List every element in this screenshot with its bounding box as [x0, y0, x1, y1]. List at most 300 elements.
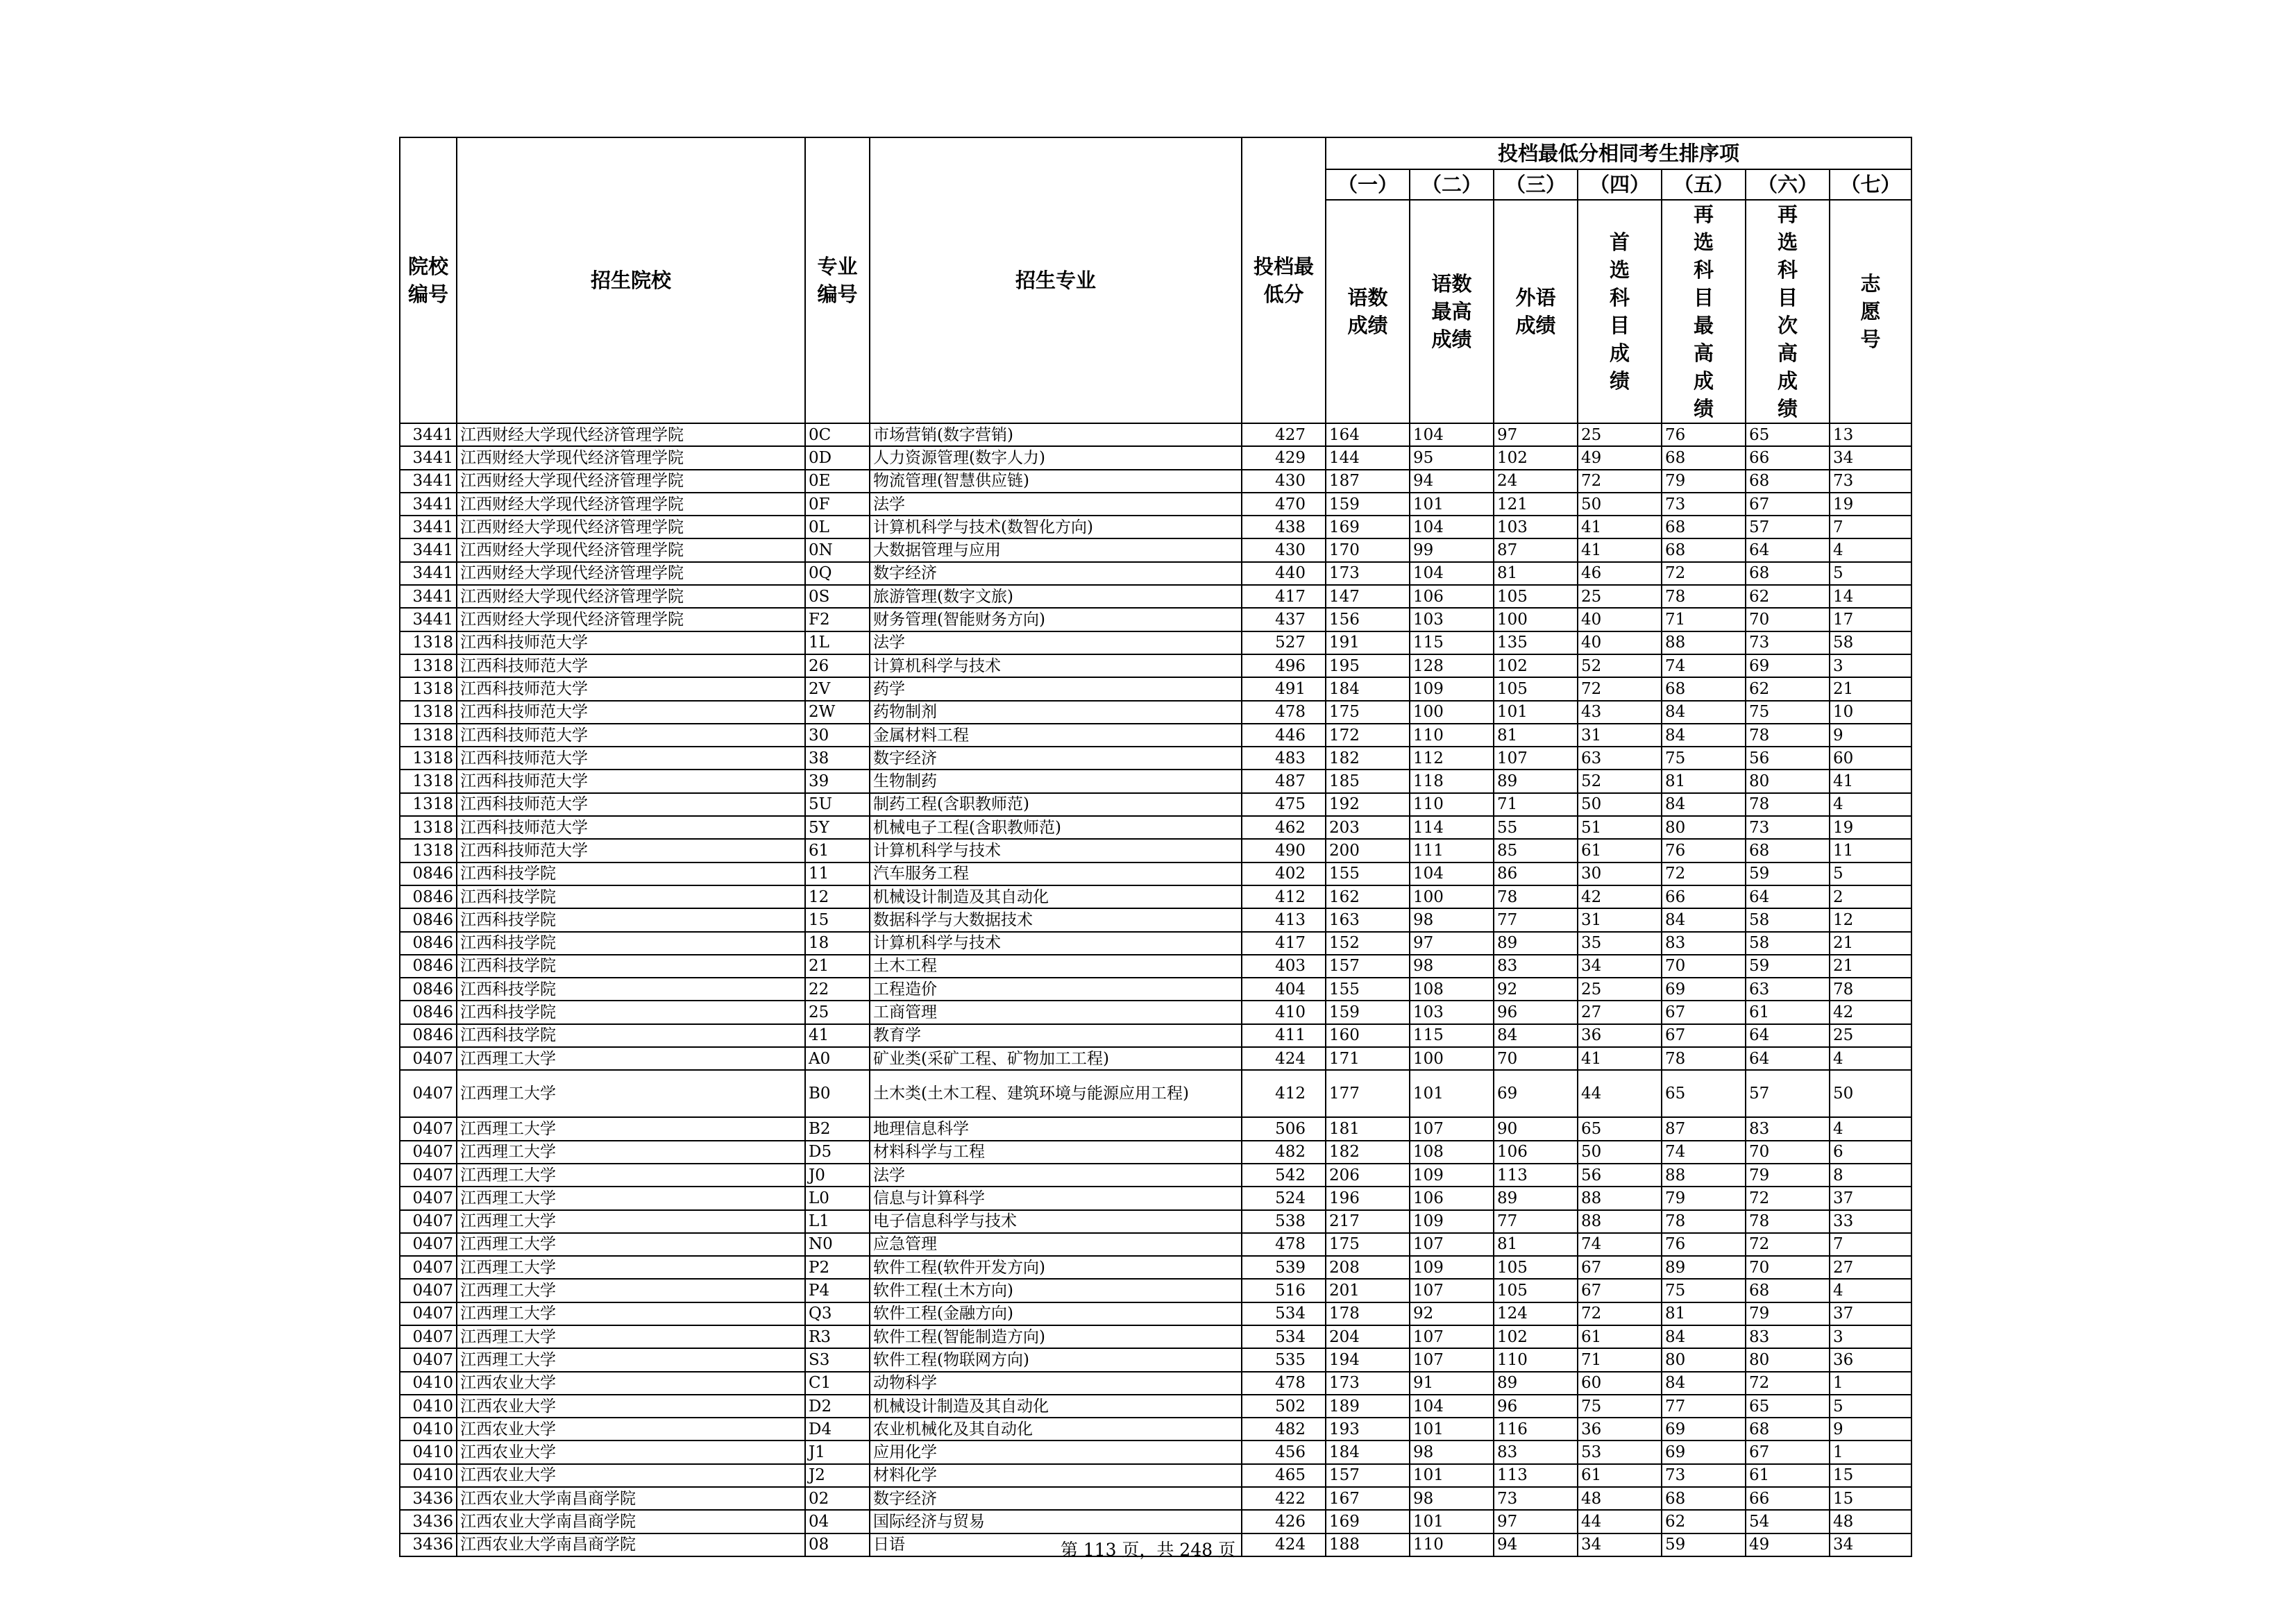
cell-min-score: 424	[1242, 1047, 1326, 1070]
cell-major-name: 软件工程(土木方向)	[870, 1279, 1242, 1302]
cell-preference-no: 25	[1830, 1024, 1911, 1047]
cell-chinese-math: 217	[1326, 1210, 1410, 1233]
cell-chinese-math-max: 101	[1410, 1510, 1494, 1533]
cell-min-score: 410	[1242, 1001, 1326, 1023]
cell-first-subject: 61	[1578, 1464, 1662, 1487]
cell-major-code: B0	[805, 1070, 870, 1117]
cell-school-name: 江西理工大学	[457, 1302, 805, 1325]
cell-major-code: P2	[805, 1256, 870, 1279]
cell-school-name: 江西科技师范大学	[457, 839, 805, 862]
cell-foreign-language: 106	[1494, 1141, 1578, 1164]
cell-major-name: 计算机科学与技术(数智化方向)	[870, 516, 1242, 538]
cell-chinese-math: 195	[1326, 654, 1410, 677]
cell-chinese-math: 147	[1326, 585, 1410, 608]
cell-chinese-math-max: 107	[1410, 1233, 1494, 1256]
cell-elective-max: 78	[1662, 1047, 1746, 1070]
cell-major-code: L0	[805, 1187, 870, 1209]
cell-min-score: 440	[1242, 562, 1326, 585]
cell-elective-max: 84	[1662, 701, 1746, 724]
table-row	[400, 1302, 1911, 1325]
cell-major-code: 0L	[805, 516, 870, 538]
cell-chinese-math-max: 109	[1410, 677, 1494, 700]
cell-min-score: 483	[1242, 747, 1326, 770]
cell-chinese-math: 167	[1326, 1487, 1410, 1510]
cell-elective-max: 69	[1662, 978, 1746, 1001]
cell-min-score: 422	[1242, 1487, 1326, 1510]
cell-first-subject: 74	[1578, 1233, 1662, 1256]
cell-elective-max: 68	[1662, 538, 1746, 561]
cell-chinese-math: 157	[1326, 1464, 1410, 1487]
header-tiebreak-group: 投档最低分相同考生排序项	[1326, 137, 1911, 169]
cell-elective-second: 83	[1746, 1117, 1830, 1140]
cell-min-score: 539	[1242, 1256, 1326, 1279]
cell-min-score: 412	[1242, 1070, 1326, 1117]
table-row	[400, 493, 1911, 516]
table-row	[400, 839, 1911, 862]
table-row	[400, 908, 1911, 931]
cell-min-score: 502	[1242, 1395, 1326, 1418]
cell-major-code: 22	[805, 978, 870, 1001]
cell-chinese-math: 177	[1326, 1070, 1410, 1117]
cell-chinese-math: 194	[1326, 1348, 1410, 1371]
cell-chinese-math-max: 100	[1410, 1047, 1494, 1070]
cell-preference-no: 15	[1830, 1464, 1911, 1487]
header-order-1: （一）	[1326, 169, 1410, 200]
cell-major-name: 数字经济	[870, 1487, 1242, 1510]
cell-major-name: 物流管理(智慧供应链)	[870, 470, 1242, 493]
table-row	[400, 1441, 1911, 1463]
cell-chinese-math: 208	[1326, 1256, 1410, 1279]
cell-school-code: 1318	[400, 770, 457, 792]
cell-foreign-language: 69	[1494, 1070, 1578, 1117]
cell-elective-second: 68	[1746, 1418, 1830, 1441]
cell-chinese-math: 189	[1326, 1395, 1410, 1418]
cell-school-code: 0846	[400, 1001, 457, 1023]
cell-elective-second: 75	[1746, 701, 1830, 724]
cell-school-code: 1318	[400, 839, 457, 862]
admission-score-table	[399, 137, 1912, 1557]
cell-chinese-math-max: 104	[1410, 516, 1494, 538]
table-row	[400, 1348, 1911, 1371]
cell-chinese-math-max: 110	[1410, 1533, 1494, 1556]
cell-major-name: 数据科学与大数据技术	[870, 908, 1242, 931]
cell-school-name: 江西科技师范大学	[457, 677, 805, 700]
cell-school-code: 0410	[400, 1395, 457, 1418]
cell-elective-second: 70	[1746, 608, 1830, 631]
cell-major-name: 制药工程(含职教师范)	[870, 793, 1242, 816]
cell-chinese-math: 204	[1326, 1325, 1410, 1348]
cell-major-code: 0F	[805, 493, 870, 516]
cell-chinese-math: 164	[1326, 423, 1410, 446]
table-row	[400, 1164, 1911, 1187]
cell-school-name: 江西财经大学现代经济管理学院	[457, 470, 805, 493]
header-major-name: 招生专业	[870, 137, 1242, 423]
cell-major-code: 08	[805, 1533, 870, 1556]
cell-chinese-math: 188	[1326, 1533, 1410, 1556]
cell-foreign-language: 89	[1494, 932, 1578, 955]
cell-first-subject: 34	[1578, 955, 1662, 978]
cell-elective-second: 83	[1746, 1325, 1830, 1348]
cell-foreign-language: 110	[1494, 1348, 1578, 1371]
cell-first-subject: 71	[1578, 1348, 1662, 1371]
cell-preference-no: 21	[1830, 677, 1911, 700]
cell-preference-no: 4	[1830, 1047, 1911, 1070]
cell-first-subject: 72	[1578, 1302, 1662, 1325]
header-sub-chinese-math-max: 语数最高成绩	[1410, 200, 1494, 423]
cell-elective-max: 75	[1662, 1279, 1746, 1302]
cell-preference-no: 37	[1830, 1187, 1911, 1209]
cell-elective-max: 77	[1662, 1395, 1746, 1418]
header-sub-chinese-math: 语数成绩	[1326, 200, 1410, 423]
cell-first-subject: 67	[1578, 1279, 1662, 1302]
cell-elective-max: 68	[1662, 516, 1746, 538]
cell-school-name: 江西农业大学	[457, 1395, 805, 1418]
table-row	[400, 1141, 1911, 1164]
cell-min-score: 465	[1242, 1464, 1326, 1487]
cell-major-name: 农业机械化及其自动化	[870, 1418, 1242, 1441]
cell-elective-max: 68	[1662, 1487, 1746, 1510]
cell-school-name: 江西财经大学现代经济管理学院	[457, 538, 805, 561]
cell-first-subject: 52	[1578, 770, 1662, 792]
cell-school-name: 江西理工大学	[457, 1141, 805, 1164]
cell-chinese-math: 169	[1326, 516, 1410, 538]
cell-min-score: 487	[1242, 770, 1326, 792]
cell-elective-max: 68	[1662, 677, 1746, 700]
cell-chinese-math-max: 106	[1410, 1187, 1494, 1209]
cell-foreign-language: 105	[1494, 1256, 1578, 1279]
cell-foreign-language: 83	[1494, 955, 1578, 978]
cell-elective-second: 73	[1746, 816, 1830, 839]
cell-foreign-language: 105	[1494, 585, 1578, 608]
cell-major-code: 11	[805, 863, 870, 885]
cell-min-score: 411	[1242, 1024, 1326, 1047]
cell-school-name: 江西理工大学	[457, 1117, 805, 1140]
cell-min-score: 424	[1242, 1533, 1326, 1556]
cell-elective-second: 72	[1746, 1187, 1830, 1209]
cell-major-name: 材料科学与工程	[870, 1141, 1242, 1164]
cell-preference-no: 8	[1830, 1164, 1911, 1187]
cell-school-code: 0846	[400, 978, 457, 1001]
cell-foreign-language: 71	[1494, 793, 1578, 816]
cell-foreign-language: 85	[1494, 839, 1578, 862]
cell-chinese-math-max: 101	[1410, 1070, 1494, 1117]
cell-major-name: 市场营销(数字营销)	[870, 423, 1242, 446]
cell-elective-second: 72	[1746, 1233, 1830, 1256]
table-row	[400, 1024, 1911, 1047]
cell-preference-no: 4	[1830, 538, 1911, 561]
cell-elective-max: 67	[1662, 1024, 1746, 1047]
cell-foreign-language: 89	[1494, 770, 1578, 792]
cell-preference-no: 21	[1830, 955, 1911, 978]
cell-chinese-math-max: 110	[1410, 724, 1494, 747]
table-header	[400, 137, 1911, 423]
cell-elective-max: 84	[1662, 793, 1746, 816]
cell-elective-second: 61	[1746, 1464, 1830, 1487]
table-row	[400, 631, 1911, 654]
cell-chinese-math: 184	[1326, 677, 1410, 700]
cell-chinese-math-max: 112	[1410, 747, 1494, 770]
cell-foreign-language: 83	[1494, 1441, 1578, 1463]
cell-school-code: 0846	[400, 863, 457, 885]
cell-elective-second: 57	[1746, 1070, 1830, 1117]
cell-school-name: 江西科技学院	[457, 885, 805, 908]
cell-major-name: 日语	[870, 1533, 1242, 1556]
table-row	[400, 1233, 1911, 1256]
cell-chinese-math-max: 111	[1410, 839, 1494, 862]
cell-elective-second: 72	[1746, 1372, 1830, 1395]
cell-preference-no: 5	[1830, 863, 1911, 885]
cell-major-name: 生物制药	[870, 770, 1242, 792]
cell-school-code: 0407	[400, 1233, 457, 1256]
cell-major-code: F2	[805, 608, 870, 631]
cell-major-code: D2	[805, 1395, 870, 1418]
cell-elective-max: 79	[1662, 1187, 1746, 1209]
cell-preference-no: 19	[1830, 493, 1911, 516]
cell-first-subject: 50	[1578, 493, 1662, 516]
cell-min-score: 516	[1242, 1279, 1326, 1302]
cell-chinese-math-max: 98	[1410, 908, 1494, 931]
cell-elective-second: 66	[1746, 1487, 1830, 1510]
cell-foreign-language: 81	[1494, 724, 1578, 747]
cell-elective-max: 72	[1662, 562, 1746, 585]
cell-school-name: 江西理工大学	[457, 1325, 805, 1348]
cell-major-code: 5U	[805, 793, 870, 816]
cell-first-subject: 44	[1578, 1510, 1662, 1533]
table-row	[400, 1418, 1911, 1441]
cell-foreign-language: 78	[1494, 885, 1578, 908]
table-row	[400, 885, 1911, 908]
cell-first-subject: 25	[1578, 585, 1662, 608]
cell-chinese-math: 172	[1326, 724, 1410, 747]
cell-major-code: 0D	[805, 446, 870, 469]
cell-elective-second: 64	[1746, 538, 1830, 561]
cell-foreign-language: 102	[1494, 446, 1578, 469]
cell-chinese-math: 191	[1326, 631, 1410, 654]
cell-elective-max: 79	[1662, 470, 1746, 493]
cell-min-score: 491	[1242, 677, 1326, 700]
cell-elective-max: 88	[1662, 1164, 1746, 1187]
cell-elective-max: 74	[1662, 654, 1746, 677]
cell-major-name: 软件工程(软件开发方向)	[870, 1256, 1242, 1279]
table-row	[400, 677, 1911, 700]
cell-chinese-math: 182	[1326, 1141, 1410, 1164]
cell-chinese-math-max: 100	[1410, 885, 1494, 908]
cell-major-name: 大数据管理与应用	[870, 538, 1242, 561]
cell-major-code: 0N	[805, 538, 870, 561]
cell-school-code: 0407	[400, 1302, 457, 1325]
cell-major-code: J2	[805, 1464, 870, 1487]
cell-school-name: 江西科技师范大学	[457, 793, 805, 816]
table-row	[400, 1001, 1911, 1023]
cell-elective-max: 59	[1662, 1533, 1746, 1556]
cell-chinese-math-max: 91	[1410, 1372, 1494, 1395]
cell-foreign-language: 103	[1494, 516, 1578, 538]
cell-school-code: 1318	[400, 654, 457, 677]
cell-major-name: 信息与计算科学	[870, 1187, 1242, 1209]
cell-first-subject: 61	[1578, 1325, 1662, 1348]
cell-school-code: 1318	[400, 793, 457, 816]
cell-chinese-math: 155	[1326, 863, 1410, 885]
cell-chinese-math-max: 98	[1410, 1441, 1494, 1463]
table-row	[400, 654, 1911, 677]
cell-school-name: 江西科技师范大学	[457, 770, 805, 792]
cell-school-code: 0410	[400, 1418, 457, 1441]
cell-major-code: 2W	[805, 701, 870, 724]
cell-chinese-math-max: 98	[1410, 955, 1494, 978]
cell-major-name: 计算机科学与技术	[870, 839, 1242, 862]
cell-chinese-math: 163	[1326, 908, 1410, 931]
cell-school-name: 江西科技师范大学	[457, 631, 805, 654]
cell-elective-max: 78	[1662, 1210, 1746, 1233]
cell-major-name: 法学	[870, 1164, 1242, 1187]
table-row	[400, 423, 1911, 446]
cell-elective-second: 68	[1746, 470, 1830, 493]
cell-first-subject: 41	[1578, 538, 1662, 561]
cell-elective-max: 76	[1662, 423, 1746, 446]
cell-first-subject: 40	[1578, 631, 1662, 654]
cell-foreign-language: 96	[1494, 1395, 1578, 1418]
cell-elective-second: 58	[1746, 908, 1830, 931]
cell-first-subject: 53	[1578, 1441, 1662, 1463]
cell-major-name: 工程造价	[870, 978, 1242, 1001]
cell-preference-no: 9	[1830, 1418, 1911, 1441]
cell-chinese-math-max: 101	[1410, 1418, 1494, 1441]
cell-chinese-math-max: 110	[1410, 793, 1494, 816]
cell-major-name: 药物制剂	[870, 701, 1242, 724]
cell-min-score: 496	[1242, 654, 1326, 677]
cell-foreign-language: 102	[1494, 1325, 1578, 1348]
cell-min-score: 430	[1242, 470, 1326, 493]
header-sub-foreign-language: 外语成绩	[1494, 200, 1578, 423]
table-row	[400, 538, 1911, 561]
cell-chinese-math: 185	[1326, 770, 1410, 792]
cell-major-code: D5	[805, 1141, 870, 1164]
cell-preference-no: 60	[1830, 747, 1911, 770]
cell-major-code: 21	[805, 955, 870, 978]
cell-chinese-math-max: 128	[1410, 654, 1494, 677]
cell-min-score: 426	[1242, 1510, 1326, 1533]
cell-school-code: 0407	[400, 1070, 457, 1117]
cell-elective-max: 72	[1662, 863, 1746, 885]
cell-major-code: J0	[805, 1164, 870, 1187]
cell-foreign-language: 113	[1494, 1464, 1578, 1487]
cell-school-code: 0407	[400, 1279, 457, 1302]
cell-foreign-language: 89	[1494, 1187, 1578, 1209]
cell-chinese-math: 152	[1326, 932, 1410, 955]
cell-school-name: 江西农业大学南昌商学院	[457, 1533, 805, 1556]
cell-min-score: 403	[1242, 955, 1326, 978]
cell-min-score: 470	[1242, 493, 1326, 516]
cell-preference-no: 10	[1830, 701, 1911, 724]
cell-elective-max: 76	[1662, 839, 1746, 862]
cell-major-code: 0E	[805, 470, 870, 493]
cell-elective-max: 69	[1662, 1441, 1746, 1463]
cell-min-score: 417	[1242, 585, 1326, 608]
cell-preference-no: 6	[1830, 1141, 1911, 1164]
cell-school-name: 江西财经大学现代经济管理学院	[457, 585, 805, 608]
cell-chinese-math: 155	[1326, 978, 1410, 1001]
cell-foreign-language: 24	[1494, 470, 1578, 493]
cell-chinese-math-max: 107	[1410, 1348, 1494, 1371]
page-footer: 第 113 页，共 248 页	[1060, 1540, 1236, 1560]
cell-elective-second: 66	[1746, 446, 1830, 469]
cell-school-name: 江西理工大学	[457, 1070, 805, 1117]
cell-preference-no: 34	[1830, 1533, 1911, 1556]
cell-preference-no: 21	[1830, 932, 1911, 955]
cell-major-name: 人力资源管理(数字人力)	[870, 446, 1242, 469]
cell-elective-second: 79	[1746, 1164, 1830, 1187]
cell-preference-no: 14	[1830, 585, 1911, 608]
cell-school-name: 江西科技师范大学	[457, 816, 805, 839]
cell-foreign-language: 77	[1494, 908, 1578, 931]
cell-first-subject: 27	[1578, 1001, 1662, 1023]
cell-school-name: 江西农业大学	[457, 1464, 805, 1487]
cell-school-code: 0410	[400, 1441, 457, 1463]
table-row	[400, 816, 1911, 839]
cell-preference-no: 36	[1830, 1348, 1911, 1371]
cell-school-name: 江西理工大学	[457, 1164, 805, 1187]
cell-school-name: 江西理工大学	[457, 1233, 805, 1256]
cell-foreign-language: 105	[1494, 677, 1578, 700]
cell-elective-max: 78	[1662, 585, 1746, 608]
cell-elective-second: 58	[1746, 932, 1830, 955]
cell-first-subject: 88	[1578, 1187, 1662, 1209]
cell-chinese-math-max: 114	[1410, 816, 1494, 839]
cell-chinese-math-max: 107	[1410, 1325, 1494, 1348]
cell-major-code: B2	[805, 1117, 870, 1140]
cell-min-score: 437	[1242, 608, 1326, 631]
cell-foreign-language: 90	[1494, 1117, 1578, 1140]
cell-elective-second: 59	[1746, 955, 1830, 978]
cell-elective-second: 70	[1746, 1256, 1830, 1279]
cell-preference-no: 50	[1830, 1070, 1911, 1117]
cell-elective-second: 64	[1746, 1047, 1830, 1070]
table-row	[400, 701, 1911, 724]
cell-preference-no: 19	[1830, 816, 1911, 839]
cell-school-code: 1318	[400, 677, 457, 700]
cell-school-code: 3441	[400, 470, 457, 493]
cell-min-score: 478	[1242, 701, 1326, 724]
cell-min-score: 535	[1242, 1348, 1326, 1371]
cell-school-code: 0846	[400, 955, 457, 978]
cell-school-code: 3441	[400, 423, 457, 446]
cell-elective-second: 65	[1746, 1395, 1830, 1418]
cell-school-code: 0846	[400, 1024, 457, 1047]
cell-first-subject: 88	[1578, 1210, 1662, 1233]
cell-major-code: 1L	[805, 631, 870, 654]
table-row	[400, 470, 1911, 493]
cell-chinese-math: 201	[1326, 1279, 1410, 1302]
cell-elective-max: 88	[1662, 631, 1746, 654]
cell-school-code: 1318	[400, 701, 457, 724]
cell-elective-second: 62	[1746, 585, 1830, 608]
cell-chinese-math-max: 104	[1410, 423, 1494, 446]
cell-foreign-language: 116	[1494, 1418, 1578, 1441]
cell-major-code: 0S	[805, 585, 870, 608]
cell-major-name: 旅游管理(数字文旅)	[870, 585, 1242, 608]
table-row	[400, 608, 1911, 631]
cell-school-name: 江西科技师范大学	[457, 747, 805, 770]
cell-elective-max: 73	[1662, 1464, 1746, 1487]
cell-elective-second: 62	[1746, 677, 1830, 700]
table-row	[400, 1395, 1911, 1418]
cell-chinese-math: 169	[1326, 1510, 1410, 1533]
cell-chinese-math-max: 108	[1410, 978, 1494, 1001]
cell-elective-second: 78	[1746, 793, 1830, 816]
cell-first-subject: 48	[1578, 1487, 1662, 1510]
cell-major-code: N0	[805, 1233, 870, 1256]
cell-school-name: 江西科技学院	[457, 863, 805, 885]
